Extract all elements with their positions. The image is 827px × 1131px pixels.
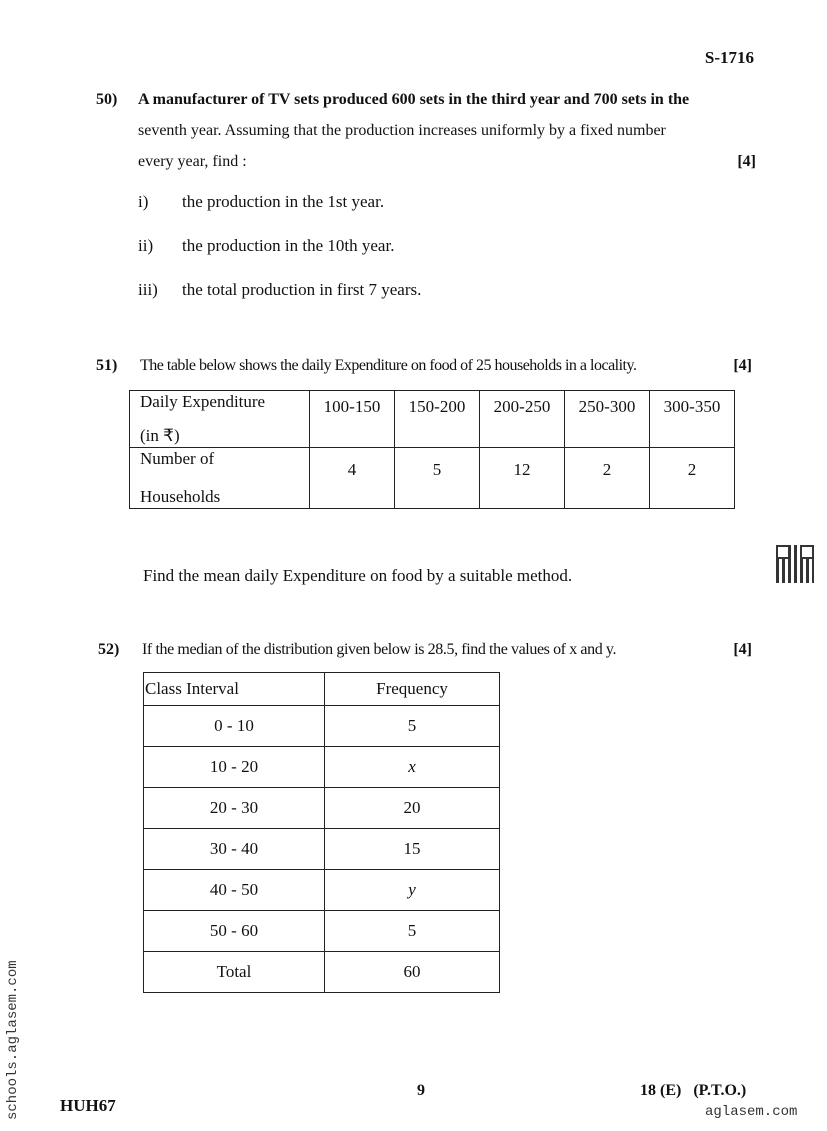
- table-cell: 5: [325, 911, 500, 952]
- expenditure-table: [129, 390, 735, 509]
- table-header-row: [144, 673, 500, 706]
- side-watermark: schools.aglasem.com: [5, 960, 21, 1120]
- paper-code: S-1716: [704, 48, 754, 67]
- table-cell: 15: [325, 829, 500, 870]
- q50-line2: seventh year. Assuming that the production increases uniformly by a fixed number: [138, 122, 666, 139]
- footer-right: 18 (E) (P.T.O.): [640, 1082, 747, 1099]
- bottom-watermark: aglasem.com: [705, 1104, 798, 1120]
- part-text: the total production in first 7 years.: [182, 280, 422, 299]
- table-cell: 250-300: [565, 391, 650, 448]
- qr-code: [776, 545, 814, 583]
- table-row: [144, 952, 500, 993]
- part-iii: [138, 280, 422, 300]
- row-header: [130, 391, 310, 448]
- q50-line1: A manufacturer of TV sets produced 600 sets in the third year and 700 sets in the: [138, 91, 690, 108]
- label: Households: [140, 487, 221, 506]
- table-cell: 150-200: [395, 391, 480, 448]
- table-cell: 50 - 60: [144, 911, 325, 952]
- question-50-text: [138, 84, 756, 177]
- table-cell: 10 - 20: [144, 747, 325, 788]
- table-cell: y: [325, 870, 500, 911]
- marks: [4]: [733, 357, 752, 374]
- label: Number of: [140, 449, 215, 468]
- marks: [4]: [737, 153, 756, 170]
- table-cell: 100-150: [310, 391, 395, 448]
- footer-code: HUH67: [60, 1096, 116, 1115]
- column-header: Frequency: [325, 673, 500, 706]
- table-cell: 20: [325, 788, 500, 829]
- table-cell: 0 - 10: [144, 706, 325, 747]
- table-row: [144, 870, 500, 911]
- question-51: [96, 350, 752, 381]
- part-ii: [138, 236, 395, 256]
- question-number: 52): [98, 641, 120, 658]
- part-text: the production in the 1st year.: [182, 192, 385, 211]
- part-i: [138, 192, 385, 212]
- table-cell: 5: [325, 706, 500, 747]
- table-cell: 2: [650, 448, 735, 509]
- question-50: [96, 84, 117, 115]
- table-row: [130, 391, 735, 448]
- part-number: iii): [138, 280, 158, 299]
- table-row: [144, 788, 500, 829]
- label: (in ₹): [140, 426, 180, 445]
- part-text: the production in the 10th year.: [182, 236, 395, 255]
- median-table: [143, 672, 500, 993]
- table-cell: 5: [395, 448, 480, 509]
- question-number: 51): [96, 357, 118, 374]
- question-text: If the median of the distribution given below is 28.5, find the values of x and y.: [142, 641, 617, 658]
- table-cell: 200-250: [480, 391, 565, 448]
- table-row: [144, 747, 500, 788]
- question-number: 50): [96, 91, 118, 108]
- table-cell: 60: [325, 952, 500, 993]
- table-cell: x: [325, 747, 500, 788]
- table-cell: 40 - 50: [144, 870, 325, 911]
- row-header: [130, 448, 310, 509]
- marks: [4]: [733, 641, 752, 658]
- table-row: [130, 448, 735, 509]
- table-cell: Total: [144, 952, 325, 993]
- table-cell: 4: [310, 448, 395, 509]
- q50-line3: every year, find :: [138, 153, 247, 170]
- table-cell: 2: [565, 448, 650, 509]
- table-row: [144, 829, 500, 870]
- part-number: i): [138, 192, 149, 211]
- page-number: 9: [417, 1082, 425, 1099]
- table-cell: 30 - 40: [144, 829, 325, 870]
- question-52: [98, 634, 752, 665]
- table-row: [144, 706, 500, 747]
- q51-question: Find the mean daily Expenditure on food by a suitable method.: [143, 566, 573, 585]
- table-row: [144, 911, 500, 952]
- question-text: The table below shows the daily Expenditure on food of 25 households in a locality.: [140, 357, 637, 374]
- column-header: Class Interval: [144, 673, 325, 706]
- label: Daily Expenditure: [140, 392, 266, 411]
- table-cell: 12: [480, 448, 565, 509]
- part-number: ii): [138, 236, 154, 255]
- table-cell: 300-350: [650, 391, 735, 448]
- table-cell: 20 - 30: [144, 788, 325, 829]
